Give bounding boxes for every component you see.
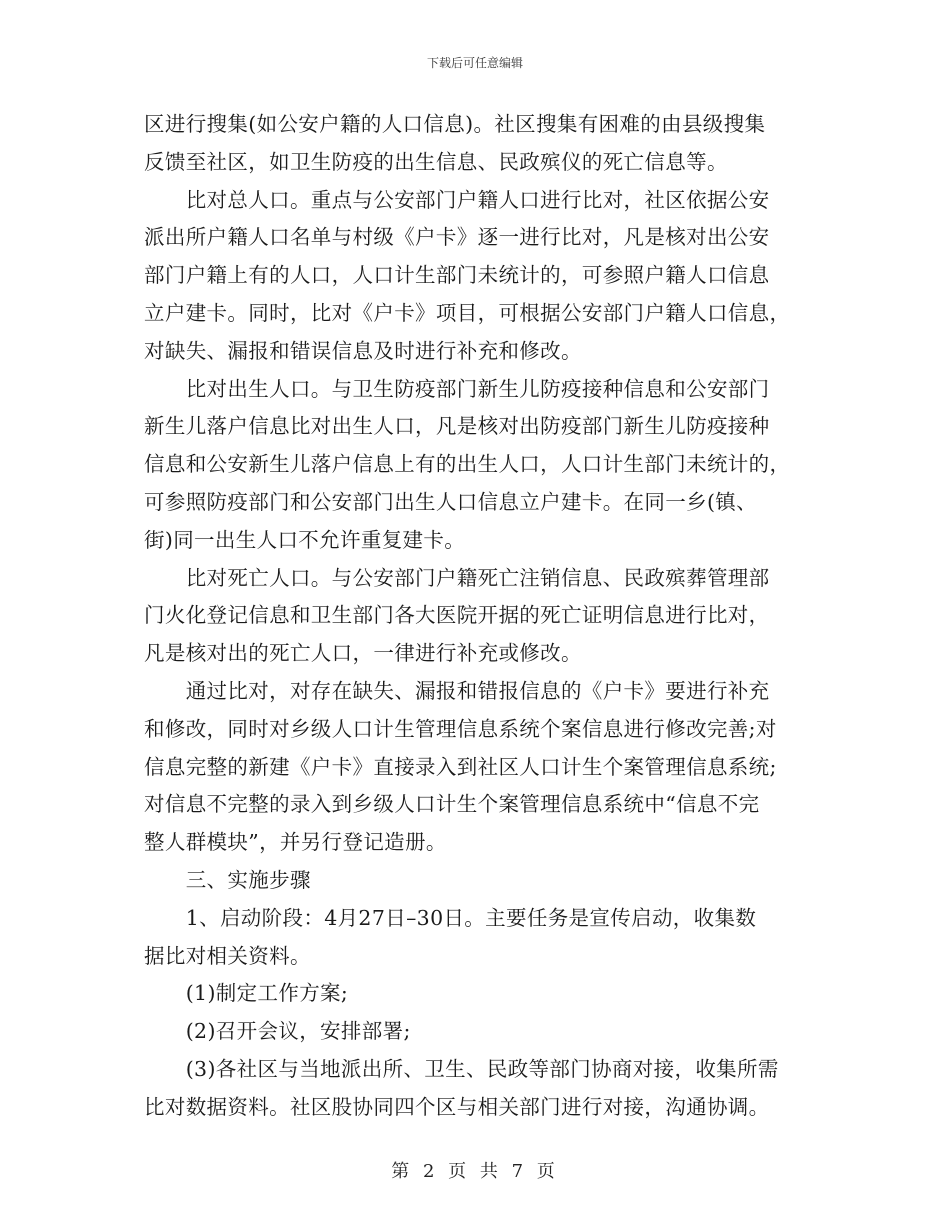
text-line: 反馈至社区，如卫生防疫的出生信息、民政殡仪的死亡信息等。: [144, 149, 728, 174]
text-line: 派出所户籍人口名单与村级《户卡》逐一进行比对，凡是核对出公安: [144, 225, 770, 250]
text-line: 区进行搜集(如公安户籍的人口信息)。社区搜集有困难的由县级搜集: [144, 112, 766, 136]
text-line: (1)制定工作方案;: [144, 981, 349, 1006]
text-line: 通过比对，对存在缺失、漏报和错报信息的《户卡》要进行补充: [144, 678, 770, 703]
text-line: 街)同一出生人口不允许重复建卡。: [144, 527, 466, 552]
page-header: 下载后可任意编辑: [426, 56, 523, 70]
text-line: 对缺失、漏报和错误信息及时进行补充和修改。: [144, 338, 582, 363]
text-line: 对信息不完整的录入到乡级人口计生个案管理信息系统中“信息不完: [144, 792, 760, 817]
text-line: 和修改，同时对乡级人口计生管理信息系统个案信息进行修改完善;对: [144, 716, 777, 741]
text-line: 门火化登记信息和卫生部门各大医院开据的死亡证明信息进行比对，: [144, 603, 770, 628]
text-line: 1、启动阶段：4月27日–30日。主要任务是宣传启动，收集数: [144, 905, 757, 930]
text-line: 立户建卡。同时，比对《户卡》项目，可根据公安部门户籍人口信息，: [144, 300, 791, 325]
text-line: 比对死亡人口。与公安部门户籍死亡注销信息、民政殡葬管理部: [144, 565, 770, 590]
text-line: 凡是核对出的死亡人口，一律进行补充或修改。: [144, 641, 582, 666]
text-line: 可参照防疫部门和公安部门出生人口信息立户建卡。在同一乡(镇、: [144, 489, 757, 514]
text-line: 据比对相关资料。: [144, 943, 311, 968]
text-line: 比对总人口。重点与公安部门户籍人口进行比对，社区依据公安: [144, 187, 770, 212]
text-line: 三、实施步骤: [144, 867, 311, 892]
text-line: (2)召开会议，安排部署;: [144, 1019, 411, 1044]
text-line: 信息和公安新生儿落户信息上有的出生人口，人口计生部门未统计的，: [144, 452, 791, 477]
text-line: (3)各社区与当地派出所、卫生、民政等部门协商对接，收集所需: [144, 1056, 779, 1081]
document-body: [144, 106, 806, 1127]
text-line: 部门户籍上有的人口，人口计生部门未统计的，可参照户籍人口信息: [144, 263, 770, 288]
text-line: 整人群模块”，并另行登记造册。: [144, 830, 447, 855]
text-line: 信息完整的新建《户卡》直接录入到社区人口计生个案管理信息系统;: [144, 754, 777, 779]
text-line: 新生儿落户信息比对出生人口，凡是核对出防疫部门新生儿防疫接种: [144, 414, 770, 439]
text-line: 比对数据资料。社区股协同四个区与相关部门进行对接，沟通协调。: [144, 1094, 770, 1119]
page-footer: 第 2 页 共 7 页: [391, 1161, 559, 1182]
text-line: 比对出生人口。与卫生防疫部门新生儿防疫接种信息和公安部门: [144, 376, 770, 401]
